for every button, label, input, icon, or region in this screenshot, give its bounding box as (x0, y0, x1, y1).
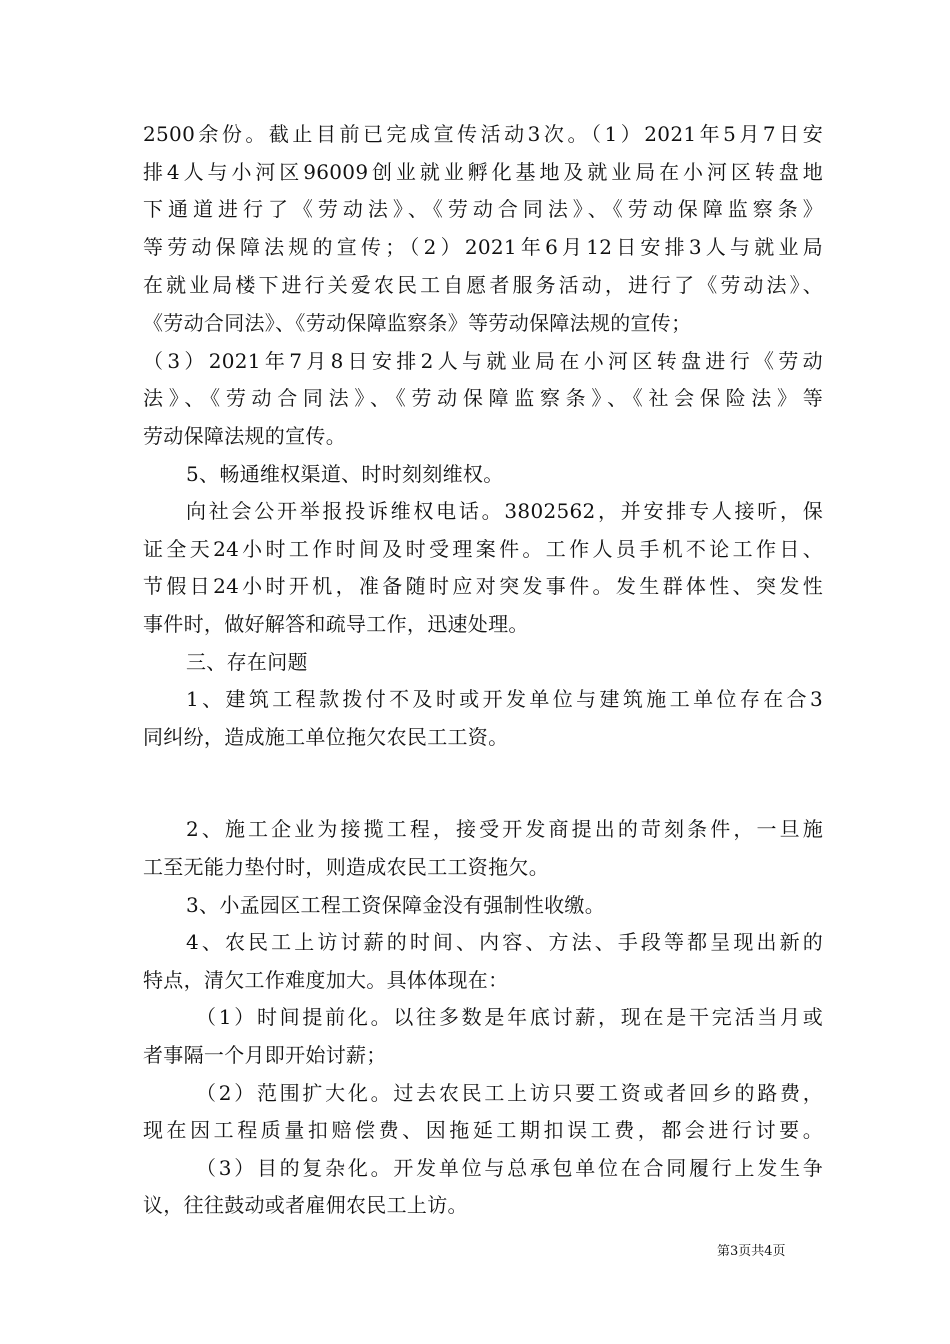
paragraph-line: （2）范围扩大化。过去农民工上访只要工资或者回乡的路费， (196, 1081, 823, 1105)
paragraph-line: 4、农民工上访讨薪的时间、内容、方法、手段等都呈现出新的 (186, 930, 823, 954)
paragraph-line: （1）时间提前化。以往多数是年底讨薪，现在是干完活当月或 (196, 1005, 823, 1029)
paragraph-line: （3）目的复杂化。开发单位与总承包单位在合同履行上发生争 (196, 1156, 823, 1180)
paragraph-line: 者事隔一个月即开始讨薪； (143, 1043, 387, 1067)
paragraph-line: 下通道进行了《劳动法》、《劳动合同法》、《劳动保障监察条》 (143, 197, 823, 221)
paragraph-line: 事件时，做好解答和疏导工作，迅速处理。 (143, 612, 529, 636)
paragraph-line: 向社会公开举报投诉维权电话。3802562，并安排专人接听，保 (186, 499, 823, 523)
paragraph-line: 等劳动保障法规的宣传；（2）2021年6月12日安排3人与就业局 (143, 235, 823, 259)
paragraph-line: 同纠纷，造成施工单位拖欠农民工工资。 (143, 725, 509, 749)
paragraph-line: 3、小孟园区工程工资保障金没有强制性收缴。 (186, 893, 606, 917)
paragraph-line: 《劳动合同法》、《劳动保障监察条》等劳动保障法规的宣传； (143, 311, 692, 335)
paragraph-line: 特点，清欠工作难度加大。具体体现在： (143, 968, 509, 992)
paragraph-line: 劳动保障法规的宣传。 (143, 424, 346, 448)
paragraph-line: 议，往往鼓动或者雇佣农民工上访。 (143, 1193, 468, 1217)
paragraph-line: 2、施工企业为接揽工程，接受开发商提出的苛刻条件，一旦施 (186, 817, 823, 841)
paragraph-line: 排4人与小河区96009创业就业孵化基地及就业局在小河区转盘地 (143, 160, 823, 184)
page-number: 第3页共4页 (717, 1244, 786, 1259)
paragraph-line: 法》、《劳动合同法》、《劳动保障监察条》、《社会保险法》等 (143, 386, 823, 410)
paragraph-line: 节假日24小时开机，准备随时应对突发事件。发生群体性、突发性 (143, 574, 823, 598)
section-heading: 三、存在问题 (186, 650, 308, 674)
paragraph-line: （3）2021年7月8日安排2人与就业局在小河区转盘进行《劳动 (143, 349, 823, 373)
paragraph-line: 在就业局楼下进行关爱农民工自愿者服务活动，进行了《劳动法》、 (143, 273, 823, 297)
paragraph-line: 2500余份。截止目前已完成宣传活动3次。（1）2021年5月7日安 (143, 122, 823, 146)
section-heading: 5、畅通维权渠道、时时刻刻维权。 (186, 462, 504, 486)
paragraph-line: 现在因工程质量扣赔偿费、因拖延工期扣误工费，都会进行讨要。 (143, 1118, 823, 1142)
paragraph-line: 工至无能力垫付时，则造成农民工工资拖欠。 (143, 855, 549, 879)
paragraph-line: 1、建筑工程款拨付不及时或开发单位与建筑施工单位存在合3 (186, 687, 823, 711)
paragraph-line: 证全天24小时工作时间及时受理案件。工作人员手机不论工作日、 (143, 537, 823, 561)
